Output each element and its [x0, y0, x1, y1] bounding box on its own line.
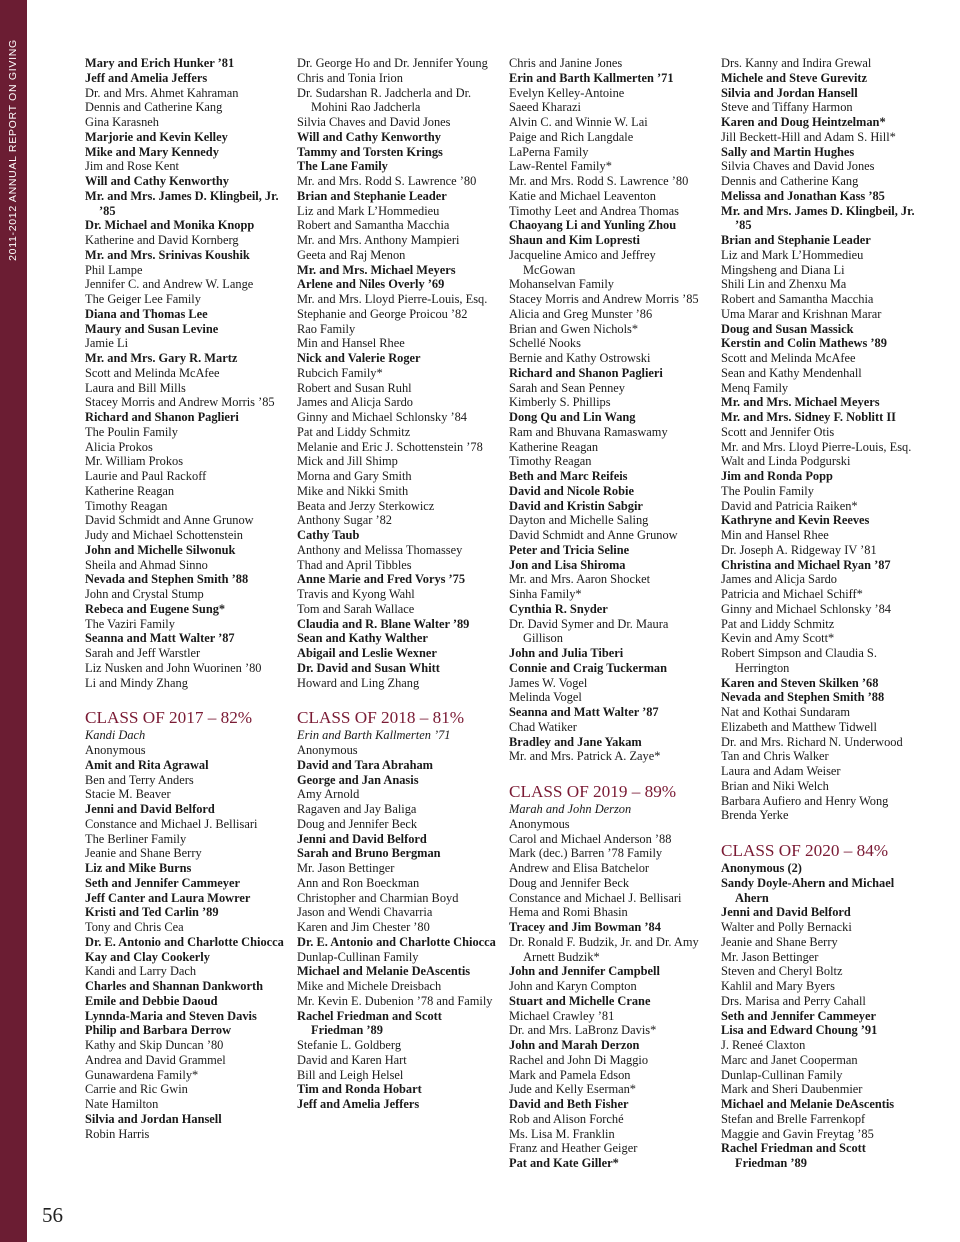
donor-name: Rob and Alison Forché: [509, 1111, 624, 1126]
donor-name: Bradley and Jane Yakam: [509, 734, 642, 749]
donor-name: Silvia and Jordan Hansell: [85, 1111, 222, 1126]
donor-name: Mr. and Mrs. James D. Klingbeil, Jr. ’85: [721, 203, 915, 233]
donor-name: Mr. and Mrs. Aaron Shocket: [509, 572, 651, 587]
donor-name: Nevada and Stephen Smith ’88: [85, 572, 249, 587]
donor-name: Bill and Leigh Helsel: [297, 1067, 404, 1082]
donor-name: Mohanselvan Family: [509, 277, 614, 292]
donor-name: Rubcich Family*: [297, 365, 383, 380]
donor-name: David and Kristin Sabgir: [509, 498, 643, 513]
donor-name: Stephanie and George Proicou ’82: [297, 306, 468, 321]
donor-name: Tim and Ronda Hobart: [297, 1082, 422, 1097]
column-3: [509, 56, 709, 1171]
donor-name: Silvia Chaves and David Jones: [297, 115, 451, 129]
donor-name: Howard and Ling Zhang: [297, 675, 420, 690]
donor-name: Kristi and Ted Carlin ’89: [85, 905, 219, 920]
donor-name: Shili Lin and Zhenxu Ma: [721, 277, 847, 292]
donor-name: Chaoyang Li and Yunling Zhou: [509, 218, 677, 233]
donor-name: Mr. and Mrs. Michael Meyers: [721, 395, 880, 410]
donor-name: Katherine Reagan: [509, 439, 599, 454]
donor-name: Alvin C. and Winnie W. Lai: [509, 115, 648, 129]
donor-name: Anne Marie and Fred Vorys ’75: [297, 572, 466, 587]
column-4: [721, 56, 921, 1171]
donor-name: Sheila and Ahmad Sinno: [85, 557, 208, 572]
donor-name: Mr. and Mrs. James D. Klingbeil, Jr. ’85: [85, 188, 279, 218]
donor-name: Kerstin and Colin Mathews ’89: [721, 336, 887, 351]
donor-name: Melissa and Jonathan Kass ’85: [721, 188, 885, 203]
donor-name: Scott and Melinda McAfee: [721, 351, 856, 365]
donor-name: Jeff Canter and Laura Mowrer: [85, 890, 251, 905]
donor-name: Dr. David and Susan Whitt: [297, 660, 440, 675]
donor-name: Richard and Shanon Paglieri: [509, 365, 663, 380]
donor-name: John and Karyn Compton: [509, 979, 637, 993]
donor-name: Laurie and Paul Rackoff: [85, 469, 207, 483]
donor-name: Paige and Rich Langdale: [509, 129, 634, 144]
donor-name: Pat and Liddy Schmitz: [721, 616, 835, 631]
donor-name: Drs. Marisa and Perry Cahall: [721, 993, 866, 1008]
donor-name: Rachel and John Di Maggio: [509, 1052, 649, 1067]
donor-name: The Poulin Family: [721, 483, 814, 498]
donor-name: The Poulin Family: [85, 424, 178, 439]
class-heading: CLASS OF 2017 – 82%: [85, 708, 253, 728]
donor-name: Ann and Ron Boeckman: [297, 875, 420, 890]
donor-name: Schellé Nooks: [509, 336, 581, 351]
donor-name: Marjorie and Kevin Kelley: [85, 129, 228, 144]
donor-name: Mr. and Mrs. Michael Meyers: [297, 262, 456, 277]
donor-name: Scott and Melinda McAfee: [85, 365, 220, 380]
donor-name: Jacqueline Amico and Jeffrey McGowan: [509, 247, 656, 277]
donor-name: Liz and Mark L’Hommedieu: [297, 203, 440, 218]
donor-name: Erin and Barth Kallmerten ’71: [509, 70, 674, 85]
donor-name: Melinda Vogel: [509, 690, 582, 705]
donor-name: LaPerna Family: [509, 144, 589, 159]
donor-name: Karen and Steven Skilken ’68: [721, 675, 879, 690]
donor-name: Katie and Michael Leaventon: [509, 188, 656, 203]
donor-name: Mr. and Mrs. Gary R. Martz: [85, 351, 238, 365]
donor-name: Liz and Mark L’Hommedieu: [721, 247, 864, 262]
donor-name: Mr. William Prokos: [85, 454, 184, 469]
donor-name: Mr. and Mrs. Patrick A. Zaye*: [509, 749, 661, 764]
donor-name: Kimberly S. Phillips: [509, 395, 611, 410]
donor-name: David Schmidt and Anne Grunow: [85, 513, 254, 528]
donor-name: Lynnda-Maria and Steven Davis: [85, 1008, 257, 1023]
donor-name: Mary and Erich Hunker ’81: [85, 56, 235, 70]
donor-name: Judy and Michael Schottenstein: [85, 528, 243, 542]
column-2: [297, 56, 497, 1112]
donor-name: Laura and Adam Weiser: [721, 764, 841, 778]
donor-name: Lisa and Edward Choung ’91: [721, 1023, 878, 1038]
donor-name: Mark and Pamela Edson: [509, 1067, 631, 1082]
donor-name: Brian and Stephanie Leader: [721, 233, 871, 247]
donor-name: Maggie and Gavin Freytag ’85: [721, 1126, 874, 1141]
donor-name: Constance and Michael J. Bellisari: [509, 890, 682, 905]
donor-name: Kathy and Skip Duncan ’80: [85, 1038, 224, 1052]
donor-name: Min and Hansel Rhee: [297, 336, 405, 351]
donor-name: Stacie M. Beaver: [85, 787, 171, 802]
donor-name: Constance and Michael J. Bellisari: [85, 816, 258, 831]
donor-name: Rachel Friedman and Scott Friedman ’89: [297, 1008, 442, 1038]
donor-name: George and Jan Anasis: [297, 772, 419, 787]
donor-name: Liz Nusken and John Wuorinen ’80: [85, 660, 262, 675]
donor-name: Stacey Morris and Andrew Morris ’85: [85, 395, 275, 410]
donor-name: Chris and Janine Jones: [509, 56, 623, 70]
donor-name: Dunlap-Cullinan Family: [721, 1067, 843, 1082]
donor-name: Ginny and Michael Schlonsky ’84: [297, 410, 468, 424]
donor-name: Elizabeth and Matthew Tidwell: [721, 719, 877, 734]
donor-name: Alicia and Greg Munster ’86: [509, 306, 653, 321]
donor-name: Doug and Jennifer Beck: [509, 875, 630, 890]
class-heading: CLASS OF 2020 – 84%: [721, 841, 889, 860]
donor-name: Steve and Tiffany Harmon: [721, 100, 853, 115]
donor-name: The Vaziri Family: [85, 616, 175, 631]
donor-name: Mike and Mary Kennedy: [85, 144, 219, 159]
donor-name: Jenni and David Belford: [297, 831, 427, 846]
donor-name: Silvia and Jordan Hansell: [721, 85, 858, 100]
donor-name: John and Jennifer Campbell: [509, 964, 660, 979]
donor-name: Tony and Chris Cea: [85, 920, 184, 934]
donor-name: Rachel Friedman and Scott Friedman ’89: [721, 1141, 866, 1170]
donor-name: Brenda Yerke: [721, 808, 789, 823]
donor-name: Seanna and Matt Walter ’87: [85, 631, 235, 646]
donor-name: Mr. and Mrs. Lloyd Pierre-Louis, Esq.: [297, 292, 488, 306]
donor-name: Mark (dec.) Barren ’78 Family: [509, 846, 663, 861]
donor-name: Bernie and Kathy Ostrowski: [509, 351, 651, 365]
donor-name: Sean and Kathy Mendenhall: [721, 365, 862, 380]
donor-name: Mr. Kevin E. Dubenion ’78 and Family: [297, 993, 493, 1008]
donor-name: Jim and Ronda Popp: [721, 469, 833, 483]
donor-name: Will and Cathy Kenworthy: [297, 129, 442, 144]
donor-name: Chad Watiker: [509, 719, 577, 734]
donor-name: Dr. and Mrs. LaBronz Davis*: [509, 1023, 657, 1038]
donor-name: Ben and Terry Anders: [85, 772, 194, 787]
donor-name: Uma Marar and Krishnan Marar: [721, 306, 882, 321]
donor-name: Anthony Sugar ’82: [297, 513, 392, 528]
donor-name: Morna and Gary Smith: [297, 469, 412, 483]
donor-name: Anthony and Melissa Thomassey: [297, 542, 463, 557]
donor-name: Pat and Liddy Schmitz: [297, 424, 411, 439]
donor-name: David and Karen Hart: [297, 1052, 407, 1067]
donor-name: Gunawardena Family*: [85, 1067, 199, 1082]
donor-name: Emile and Debbie Daoud: [85, 993, 218, 1008]
donor-name: Tracey and Jim Bowman ’84: [509, 920, 661, 934]
donor-name: Anonymous (2): [721, 861, 802, 875]
donor-name: Kahlil and Mary Byers: [721, 979, 835, 993]
donor-name: Melanie and Eric J. Schottenstein ’78: [297, 439, 483, 454]
donor-name: Brian and Stephanie Leader: [297, 188, 447, 203]
donor-name: Timothy Leet and Andrea Thomas: [509, 203, 680, 218]
donor-name: Liz and Mike Burns: [85, 861, 192, 875]
donor-name: Brian and Niki Welch: [721, 778, 829, 793]
donor-name: Jeanie and Shane Berry: [85, 846, 202, 861]
donor-name: Carol and Michael Anderson ’88: [509, 831, 672, 846]
donor-name: Stefanie L. Goldberg: [297, 1038, 402, 1052]
donor-name: Mr. and Mrs. Srinivas Koushik: [85, 247, 250, 262]
donor-name: Seth and Jennifer Cammeyer: [721, 1008, 876, 1023]
donor-name: Sinha Family*: [509, 587, 582, 601]
donor-name: Geeta and Raj Menon: [297, 247, 406, 262]
donor-name: Dr. E. Antonio and Charlotte Chiocca: [297, 934, 496, 949]
donor-name: Doug and Jennifer Beck: [297, 816, 418, 831]
donor-name: Robert and Samantha Macchia: [721, 292, 874, 306]
donor-name: Doug and Susan Massick: [721, 321, 854, 336]
donor-name: Ragaven and Jay Baliga: [297, 802, 417, 816]
donor-name: Dong Qu and Lin Wang: [509, 410, 636, 424]
donor-name: Mr. and Mrs. Sidney F. Noblitt II: [721, 410, 896, 424]
donor-name: Maury and Susan Levine: [85, 321, 219, 336]
donor-name: Ms. Lisa M. Franklin: [509, 1126, 615, 1141]
donor-name: James W. Vogel: [509, 675, 588, 690]
donor-name: Rebeca and Eugene Sung*: [85, 601, 226, 616]
donor-name: John and Michelle Silwonuk: [85, 542, 236, 557]
donor-name: Dr. Michael and Monika Knopp: [85, 218, 255, 233]
donor-name: Jeff and Amelia Jeffers: [85, 70, 208, 85]
donor-name: David Schmidt and Anne Grunow: [509, 528, 678, 542]
donor-name: Mr. and Mrs. Rodd S. Lawrence ’80: [509, 174, 689, 188]
donor-name: Hema and Romi Bhasin: [509, 905, 628, 920]
donor-name: Ram and Bhuvana Ramaswamy: [509, 424, 668, 439]
donor-name: Connie and Craig Tuckerman: [509, 660, 668, 675]
donor-name: Franz and Heather Geiger: [509, 1141, 638, 1156]
donor-name: Anonymous: [297, 743, 358, 757]
donor-name: The Lane Family: [297, 159, 388, 174]
donor-name: Amy Arnold: [297, 787, 360, 802]
donor-name: John and Marah Derzon: [509, 1038, 640, 1052]
donor-name: David and Beth Fisher: [509, 1097, 629, 1111]
report-title-vertical: 2011-2012 ANNUAL REPORT ON GIVING: [7, 39, 19, 261]
donor-name: Philip and Barbara Derrow: [85, 1023, 232, 1038]
donor-name: Jim and Rose Kent: [85, 159, 179, 174]
donor-name: Drs. Kanny and Indira Grewal: [721, 56, 872, 70]
donor-name: Evelyn Kelley-Antoine: [509, 85, 625, 100]
donor-name: Dr. David Symer and Dr. Maura Gillison: [509, 616, 669, 646]
donor-name: Beth and Marc Reifeis: [509, 469, 628, 483]
donor-name: Claudia and R. Blane Walter ’89: [297, 616, 470, 631]
donor-name: Stefan and Brelle Farrenkopf: [721, 1111, 866, 1126]
donor-name: Katherine Reagan: [85, 483, 175, 498]
donor-name: Jason and Wendi Chavarria: [297, 905, 433, 920]
donor-name: Sandy Doyle-Ahern and Michael Ahern: [721, 875, 895, 905]
donor-name: The Geiger Lee Family: [85, 292, 201, 306]
sidebar-band: [0, 0, 27, 1242]
donor-name: Nat and Kothai Sundaram: [721, 705, 851, 719]
donor-name: Shaun and Kim Lopresti: [509, 233, 640, 247]
donor-name: Timothy Reagan: [509, 454, 592, 469]
donor-name: Barbara Aufiero and Henry Wong: [721, 793, 889, 808]
donor-name: Robin Harris: [85, 1126, 150, 1141]
donor-name: Dr. Ronald F. Budzik, Jr. and Dr. Amy Arnett Budzik*: [509, 934, 699, 964]
column-1: [85, 56, 285, 1141]
donor-name: Mr. Jason Bettinger: [297, 861, 395, 875]
donor-name: Silvia Chaves and David Jones: [721, 159, 875, 174]
donor-name: Mike and Michele Dreisbach: [297, 979, 442, 993]
donor-name: Saeed Kharazi: [509, 100, 581, 115]
donor-name: Seth and Jennifer Cammeyer: [85, 875, 240, 890]
donor-name: Mr. and Mrs. Anthony Mampieri: [297, 233, 460, 247]
donor-name: Pat and Kate Giller*: [509, 1156, 619, 1170]
donor-name: Stuart and Michelle Crane: [509, 993, 651, 1008]
class-representative: Marah and John Derzon: [509, 802, 632, 816]
donor-name: Peter and Tricia Seline: [509, 542, 630, 557]
donor-name: Chris and Tonia Irion: [297, 70, 403, 85]
donor-name: Nick and Valerie Roger: [297, 351, 421, 365]
donor-name: Law-Rentel Family*: [509, 159, 612, 174]
donor-name: Katherine and David Kornberg: [85, 233, 239, 247]
donor-name: Robert and Samantha Macchia: [297, 218, 450, 233]
donor-name: Mr. and Mrs. Rodd S. Lawrence ’80: [297, 174, 477, 188]
donor-name: Walt and Linda Podgurski: [721, 454, 851, 469]
donor-name: Sally and Martin Hughes: [721, 144, 855, 159]
page-number: 56: [42, 1203, 63, 1227]
donor-name: Michael and Melanie DeAscentis: [721, 1097, 895, 1111]
donor-name: Ginny and Michael Schlonsky ’84: [721, 601, 892, 616]
donor-name: Dr. Sudarshan R. Jadcherla and Dr. Mohini Rao Jadcherla: [297, 85, 472, 115]
donor-name: Kay and Clay Cookerly: [85, 949, 210, 964]
donor-name: Jill Beckett-Hill and Adam S. Hill*: [721, 129, 896, 144]
donor-name: Dunlap-Cullinan Family: [297, 949, 419, 964]
donor-name: Sarah and Sean Penney: [509, 380, 625, 395]
donor-name: Dr. E. Antonio and Charlotte Chiocca: [85, 934, 284, 949]
donor-name: Mark and Sheri Daubenmier: [721, 1082, 863, 1097]
donor-name: Dr. and Mrs. Ahmet Kahraman: [85, 85, 239, 100]
donor-name: The Berliner Family: [85, 831, 187, 846]
donor-name: Jennifer C. and Andrew W. Lange: [85, 277, 254, 292]
donor-name: Tan and Chris Walker: [721, 749, 829, 764]
donor-name: Dennis and Catherine Kang: [85, 100, 223, 115]
donor-name: David and Patricia Raiken*: [721, 498, 858, 513]
donor-name: Min and Hansel Rhee: [721, 528, 829, 542]
donor-name: Brian and Gwen Nichols*: [509, 321, 639, 336]
donor-name: Alicia Prokos: [85, 439, 153, 454]
donor-name: Sarah and Jeff Warstler: [85, 646, 201, 660]
donor-name: Mr. and Mrs. Lloyd Pierre-Louis, Esq.: [721, 439, 912, 454]
donor-name: Walter and Polly Bernacki: [721, 920, 852, 934]
donor-name: Andrew and Elisa Batchelor: [509, 861, 650, 875]
donor-name: Anonymous: [509, 816, 570, 831]
donor-name: Travis and Kyong Wahl: [297, 587, 415, 601]
donor-name: Robert and Susan Ruhl: [297, 380, 412, 395]
donor-name: Karen and Doug Heintzelman*: [721, 115, 886, 129]
donor-name: Michael and Melanie DeAscentis: [297, 964, 471, 979]
donor-name: Cathy Taub: [297, 528, 360, 542]
donor-name: John and Julia Tiberi: [509, 646, 624, 660]
donor-name: Dr. and Mrs. Richard N. Underwood: [721, 734, 903, 749]
donor-name: Charles and Shannan Dankworth: [85, 979, 264, 993]
donor-name: Rao Family: [297, 321, 356, 336]
donor-name: Seanna and Matt Walter ’87: [509, 705, 659, 719]
donor-name: Jamie Li: [85, 336, 129, 351]
donor-name: Michael Crawley ’81: [509, 1008, 615, 1023]
donor-name: Richard and Shanon Paglieri: [85, 410, 239, 424]
donor-name: Will and Cathy Kenworthy: [85, 174, 230, 188]
donor-name: Arlene and Niles Overly ’69: [297, 277, 445, 292]
donor-name: Patricia and Michael Schiff*: [721, 587, 863, 601]
donor-name: Diana and Thomas Lee: [85, 306, 208, 321]
donor-name: Cynthia R. Snyder: [509, 601, 608, 616]
donor-name: David and Nicole Robie: [509, 483, 634, 498]
class-representative: Kandi Dach: [85, 728, 146, 743]
donor-name: John and Crystal Stump: [85, 587, 204, 601]
donor-name: Sarah and Bruno Bergman: [297, 846, 441, 861]
donor-name: Carrie and Ric Gwin: [85, 1082, 188, 1097]
class-heading: CLASS OF 2018 – 81%: [297, 708, 465, 728]
donor-name: Marc and Janet Cooperman: [721, 1052, 858, 1067]
donor-name: Li and Mindy Zhang: [85, 675, 188, 690]
donor-name: James and Alicja Sardo: [297, 395, 413, 410]
donor-name: Jude and Kelly Eserman*: [509, 1082, 636, 1097]
donor-name: Mick and Jill Shimp: [297, 454, 398, 469]
donor-name: Abigail and Leslie Wexner: [297, 646, 437, 660]
donor-name: Thad and April Tibbles: [297, 557, 412, 572]
donor-name: Michele and Steve Gurevitz: [721, 70, 868, 85]
class-heading: CLASS OF 2019 – 89%: [509, 782, 677, 801]
donor-name: Jeanie and Shane Berry: [721, 934, 838, 949]
donor-name: Mr. Jason Bettinger: [721, 949, 819, 964]
donor-name: Jon and Lisa Shiroma: [509, 557, 626, 572]
class-representative: Erin and Barth Kallmerten ’71: [297, 728, 451, 743]
donor-name: Stacey Morris and Andrew Morris ’85: [509, 292, 699, 306]
donor-name: Jeff and Amelia Jeffers: [297, 1097, 420, 1111]
donor-name: Tammy and Torsten Krings: [297, 144, 443, 159]
donor-name: David and Tara Abraham: [297, 757, 433, 772]
donor-name: Mike and Nikki Smith: [297, 483, 409, 498]
donor-name: Andrea and David Grammel: [85, 1052, 226, 1067]
donor-name: Kandi and Larry Dach: [85, 964, 197, 979]
donor-name: Anonymous: [85, 743, 146, 757]
donor-name: Dr. Joseph A. Ridgeway IV ’81: [721, 542, 877, 557]
donor-name: J. Reneé Claxton: [721, 1038, 806, 1052]
donor-name: Karen and Jim Chester ’80: [297, 920, 430, 934]
donor-name: Christina and Michael Ryan ’87: [721, 557, 891, 572]
donor-name: Nate Hamilton: [85, 1097, 159, 1111]
donor-name: Kathryne and Kevin Reeves: [721, 513, 870, 528]
donor-name: Phil Lampe: [85, 262, 143, 277]
donor-name: Menq Family: [721, 380, 789, 395]
donor-name: James and Alicja Sardo: [721, 572, 837, 587]
donor-name: Sean and Kathy Walther: [297, 631, 428, 646]
donor-name: Amit and Rita Agrawal: [85, 757, 209, 772]
donor-name: Laura and Bill Mills: [85, 380, 186, 395]
donor-name: Dennis and Catherine Kang: [721, 174, 859, 188]
donor-name: Scott and Jennifer Otis: [721, 424, 835, 439]
donor-name: Nevada and Stephen Smith ’88: [721, 690, 885, 705]
donor-name: Dayton and Michelle Saling: [509, 513, 649, 528]
donor-name: Gina Karasneh: [85, 115, 159, 129]
donor-name: Mingsheng and Diana Li: [721, 262, 845, 277]
donor-name: Steven and Cheryl Boltz: [721, 964, 843, 979]
donor-name: Timothy Reagan: [85, 498, 168, 513]
donor-name: Jenni and David Belford: [721, 905, 851, 920]
donor-name: Tom and Sarah Wallace: [297, 601, 415, 616]
donor-name: Jenni and David Belford: [85, 802, 215, 816]
donor-name: Beata and Jerzy Sterkowicz: [297, 498, 435, 513]
donor-name: Christopher and Charmian Boyd: [297, 890, 459, 905]
donor-name: Dr. George Ho and Dr. Jennifer Young: [297, 56, 488, 70]
donor-name: Kevin and Amy Scott*: [721, 631, 835, 646]
donor-name: Robert Simpson and Claudia S. Herrington: [721, 646, 877, 675]
